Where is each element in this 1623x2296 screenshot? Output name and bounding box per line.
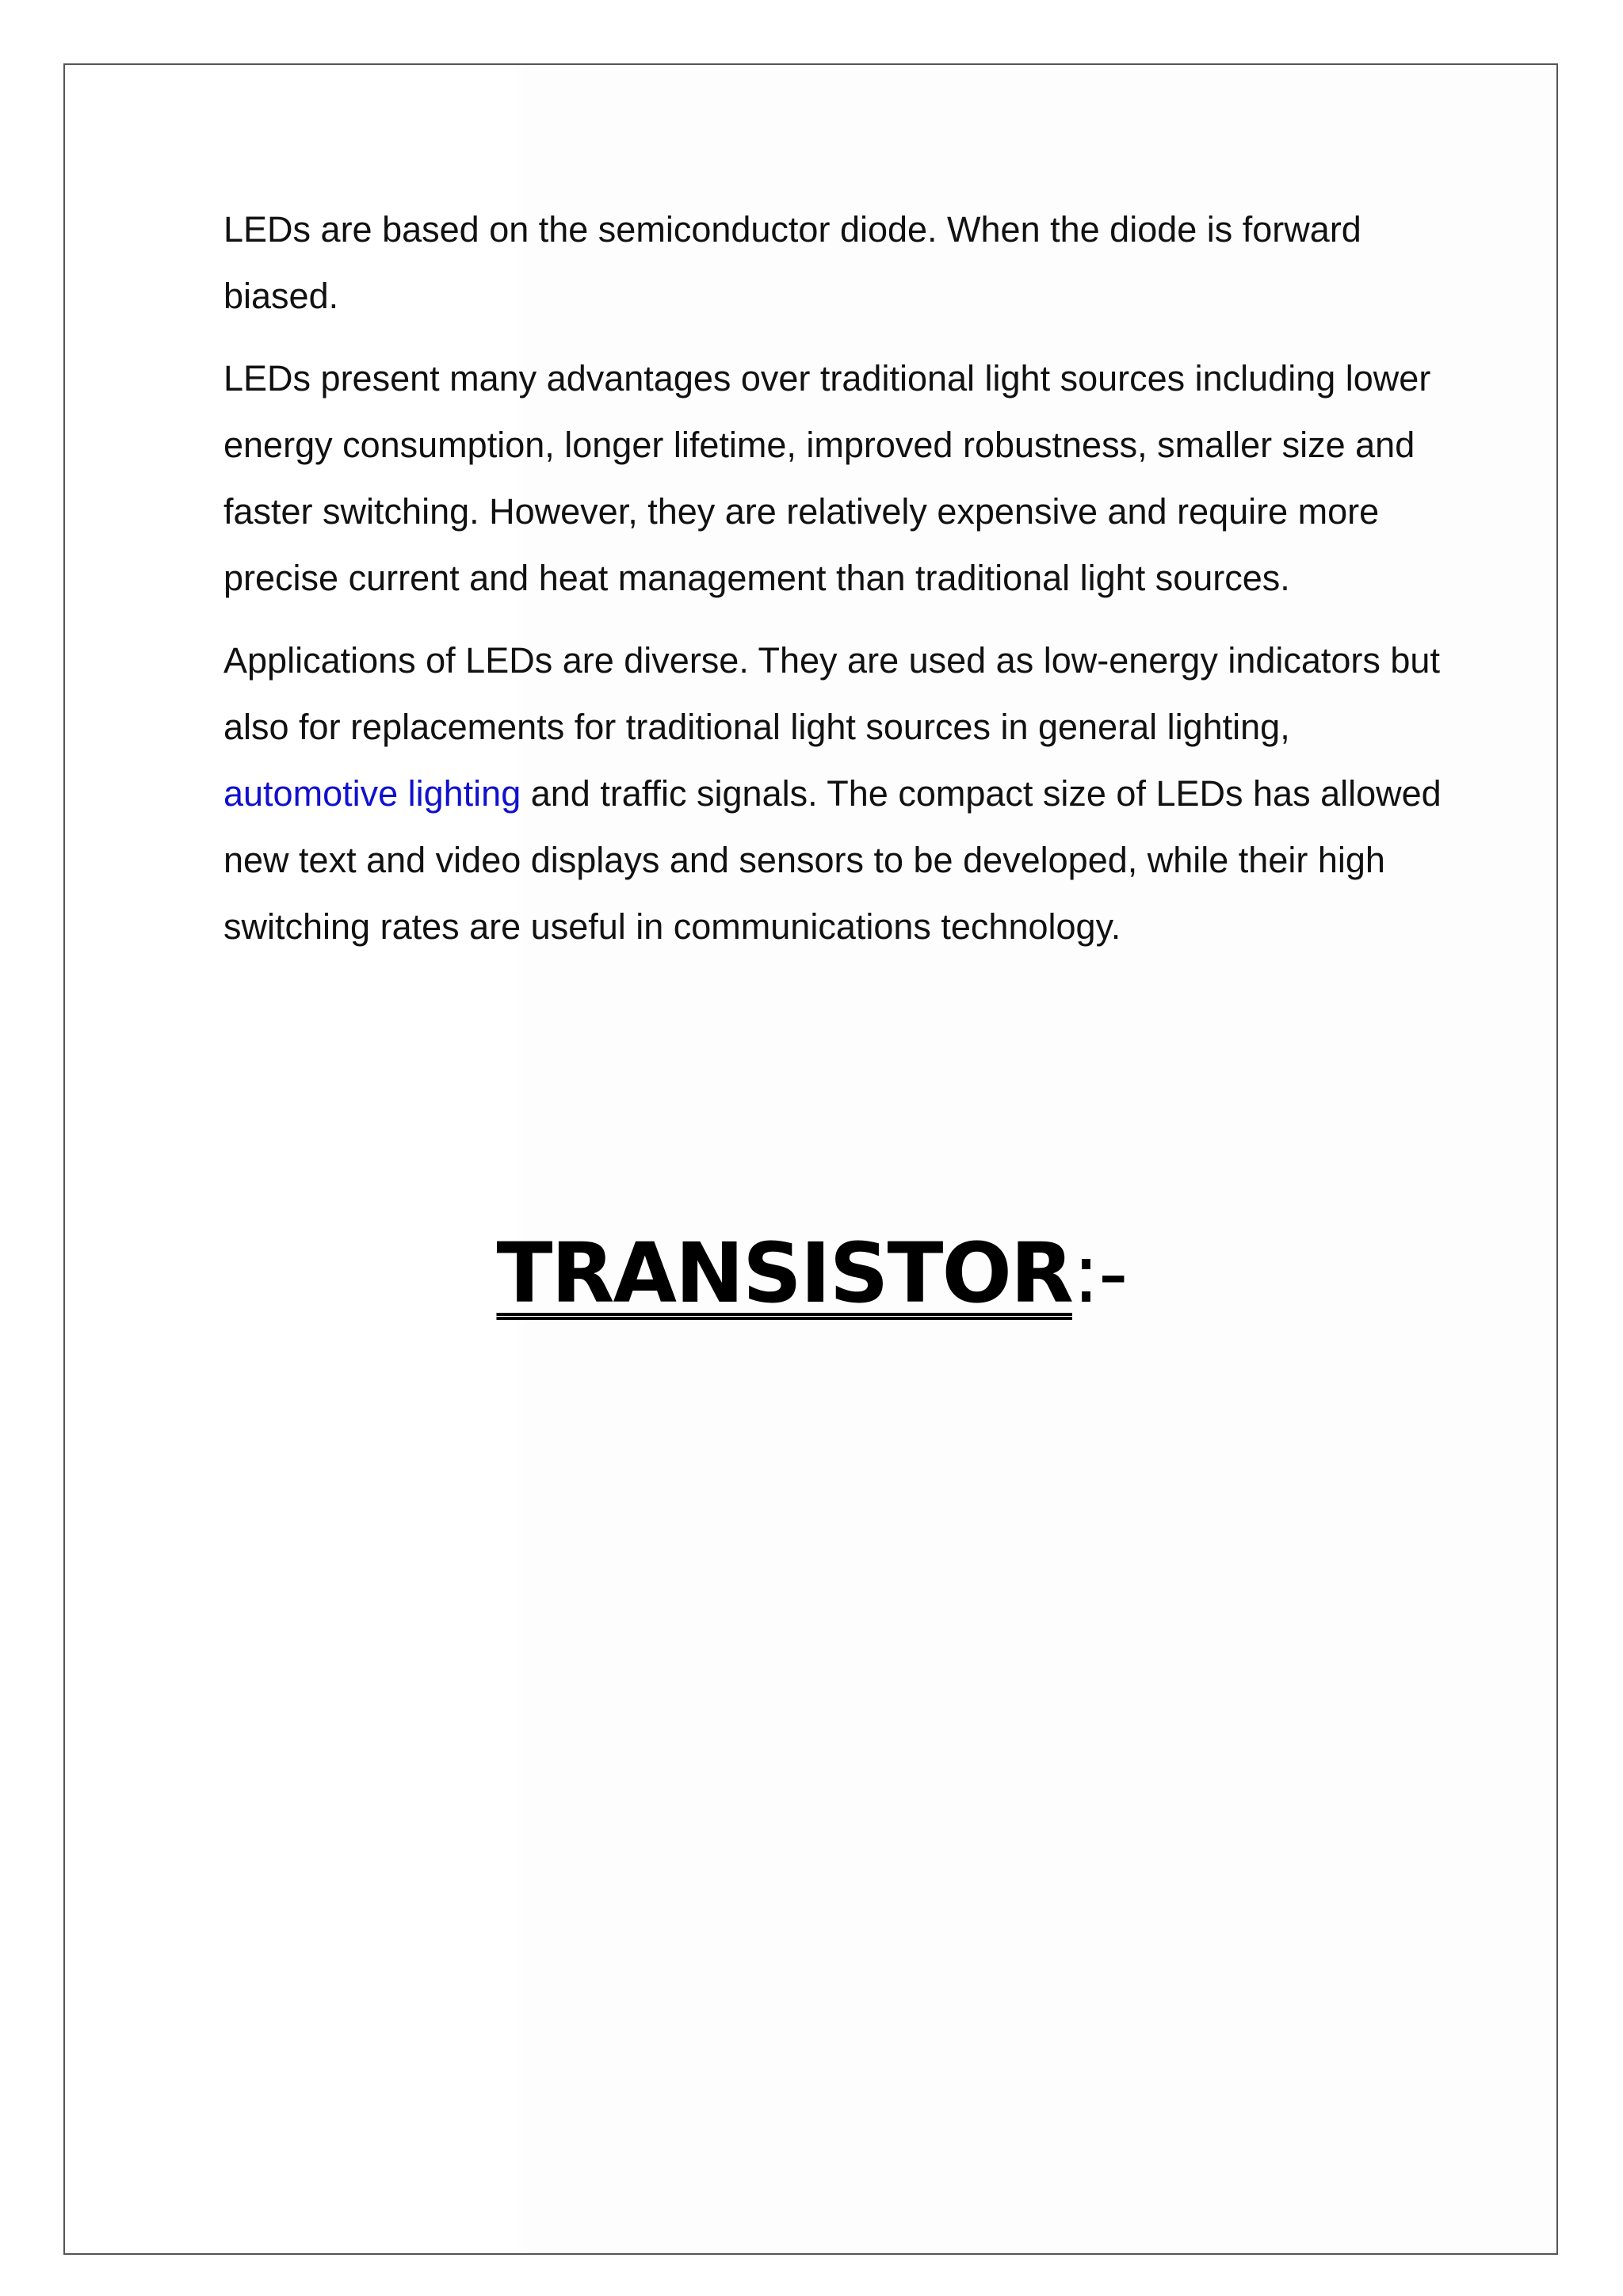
applications-text-after: and traffic signals. The compact size of LEDs has allowed new text and video displays and sensors to be developed, while their high switching rates are useful in communications technology. — [223, 773, 1442, 947]
document-body — [223, 196, 1460, 976]
heading-suffix: :- — [1071, 1225, 1127, 1322]
paragraph-led-applications — [223, 627, 1460, 960]
paragraph-led-advantages: LEDs present many advantages over traditional light sources including lower energy consumption, longer lifetime, improved robustness, smaller size and faster switching. However, they are relatively expensive and require more precise current and heat management than traditional light sources. — [223, 358, 1431, 598]
applications-text-before: Applications of LEDs are diverse. They are used as low-energy indicators but also for replacements for traditional light sources in general lighting, — [223, 640, 1440, 747]
section-heading — [496, 1224, 1126, 1323]
section-heading-wrap — [0, 1224, 1623, 1323]
heading-title: TRANSISTOR — [496, 1225, 1072, 1322]
paragraph-led-basis: LEDs are based on the semiconductor diode. When the diode is forward biased. — [223, 209, 1361, 316]
automotive-lighting-link[interactable]: automotive lighting — [223, 773, 521, 814]
